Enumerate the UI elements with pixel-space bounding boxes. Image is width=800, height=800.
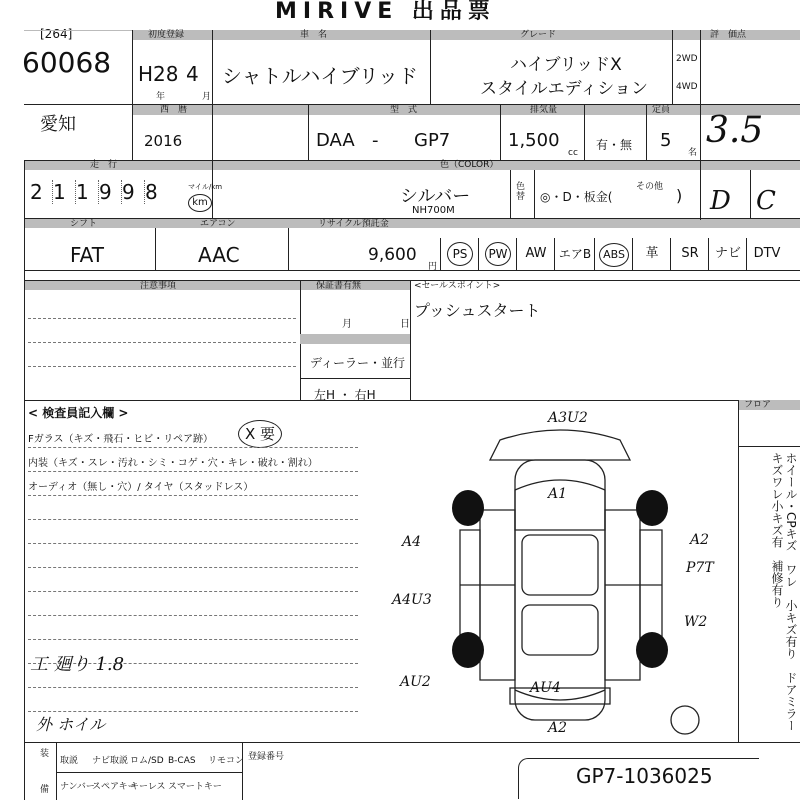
car-diagram: [400, 420, 730, 740]
equipment-navi: ナビ: [708, 238, 747, 270]
damage-mark-w2: W2: [684, 614, 708, 630]
month-mark: 月: [202, 92, 212, 102]
damage-mark-au2: AU2: [400, 674, 431, 690]
options-text: ◎・D・板金(: [540, 190, 613, 204]
model-prefix: DAA: [316, 130, 355, 151]
cc-unit: cc: [568, 148, 578, 158]
mileage-label: 走 行: [90, 160, 118, 170]
km-circle: [188, 194, 212, 212]
equipment-ps: PS: [447, 242, 473, 266]
damage-mark-au4: AU4: [530, 680, 561, 696]
ad-year: 2016: [144, 132, 183, 150]
mileage-digit: 9: [99, 180, 122, 204]
seiki-label: 西 暦: [160, 105, 188, 115]
inspector-note-3: オーディオ（無し・穴）/ タイヤ（スタッドレス）: [28, 482, 254, 493]
damage-mark-p7t: P7T: [686, 560, 714, 576]
x-mark-circle: [238, 420, 282, 448]
warranty-month: 月: [342, 319, 352, 330]
extras-remote: リモコン: [208, 756, 245, 766]
mileage-digit: 1: [76, 180, 99, 204]
model-dash: -: [372, 130, 379, 151]
displacement-value: 1,500: [508, 130, 560, 151]
mileage-digits: [30, 180, 167, 204]
warranty-day: 日: [400, 319, 410, 330]
chassis-box: [518, 758, 759, 799]
sales-point: プッシュスタート: [414, 301, 541, 320]
year-mark: 年: [156, 92, 166, 102]
mileage-digit: 1: [53, 180, 76, 204]
extras-label: 装 備: [38, 748, 48, 793]
damage-mark-a3u2: A3U2: [548, 410, 588, 426]
km-unit: km: [192, 197, 208, 208]
mileage-digit: 2: [30, 180, 53, 204]
exterior-score: C: [756, 186, 776, 216]
capacity-value: 5: [660, 130, 672, 151]
first-reg-label: 初度登録: [148, 30, 185, 40]
model-label: 型 式: [390, 105, 418, 115]
lot-number: 60068: [22, 46, 112, 79]
displacement-label: 排気量: [530, 105, 558, 115]
extras-keyless: キーレス: [130, 782, 166, 792]
side-note: ホイール・CPキズ ワレ 小キズ有り ドアミラーキズワレ小キズ有 補修有り: [770, 452, 798, 732]
inspector-note-1: Fガラス（キズ・飛石・ヒビ・リペア跡）: [28, 434, 214, 445]
damage-mark-a2-right: A2: [690, 532, 710, 548]
extras-rom-sd: ロム/SD: [130, 756, 164, 766]
x-mark: X 要: [244, 425, 276, 443]
drive-4wd: 4WD: [676, 82, 698, 92]
extras-spare-key: スペアキー: [92, 782, 137, 792]
drive-2wd: 2WD: [676, 54, 698, 64]
grade-label: グレード: [520, 30, 557, 40]
lot-code: [264]: [40, 27, 73, 41]
aircon-label: エアコン: [200, 219, 236, 229]
recycle-fee: 9,600: [368, 245, 417, 265]
handwritten-wheel: 外 ホイル: [36, 715, 106, 734]
extras-number: ナンバー: [60, 782, 95, 792]
floor-label: フロア: [744, 400, 772, 410]
sales-point-label: <セールスポイント>: [414, 281, 501, 291]
lot-region: 愛知: [40, 114, 76, 135]
damage-mark-a2-rear: A2: [548, 720, 568, 736]
mission-label: シフト: [70, 219, 98, 229]
inspector-heading: < 検査員記入欄 >: [28, 406, 129, 420]
damage-mark-a4: A4: [402, 534, 422, 550]
mileage-digit: 8: [145, 180, 158, 204]
steering-side: 左H ・ 右H: [314, 388, 376, 402]
extras-bcas: B-CAS: [168, 756, 196, 766]
evaluation-score: 3.5: [706, 110, 764, 151]
equipment-airbag: エアB: [554, 238, 595, 270]
evaluation-label: 評 価点: [710, 30, 747, 40]
aircon-value: AAC: [198, 243, 240, 267]
other-label: その他: [636, 182, 664, 192]
capacity-label: 定員: [652, 105, 671, 115]
recycle-label: リサイクル預託金: [318, 219, 389, 229]
extras-navi-manual: ナビ取説: [92, 756, 129, 766]
ari-nashi: 有・無: [596, 138, 633, 152]
color-value: シルバー: [400, 186, 471, 207]
car-name: シャトルハイブリッド: [222, 64, 418, 88]
notes-label: 注意事項: [140, 281, 177, 291]
first-reg-month: 4: [186, 62, 199, 86]
equipment-pw: PW: [485, 242, 511, 266]
grade-line-2: スタイルエディション: [480, 79, 648, 99]
mission-value: FAT: [70, 243, 105, 267]
first-reg-era-year: H28: [138, 62, 179, 86]
interior-score: D: [710, 186, 731, 216]
page-title: MIRIVE 出品票: [275, 0, 496, 24]
damage-mark-a1: A1: [548, 486, 568, 502]
inspector-note-2: 内装（キズ・スレ・汚れ・シミ・コゲ・穴・キレ・破れ・割れ）: [28, 458, 318, 469]
person-unit: 名: [688, 148, 698, 158]
mile-km-label: マイル/km: [188, 183, 223, 191]
equipment-sr: SR: [670, 238, 709, 270]
extras-manual: 取説: [60, 756, 79, 766]
color-label: 色（COLOR）: [440, 160, 499, 170]
dealer-parallel: ディーラー・並行: [310, 356, 406, 370]
equipment-leather: 革: [632, 238, 671, 270]
color-code: NH700M: [412, 205, 455, 216]
grade-line-1: ハイブリッドX: [510, 55, 622, 75]
equipment-aw: AW: [516, 238, 555, 270]
extras-smart-key: スマートキー: [168, 782, 222, 792]
equipment-dtv: DTV: [746, 238, 787, 270]
reg-no-label: 登録番号: [248, 752, 285, 762]
mileage-digit: 9: [122, 180, 145, 204]
color-change-label: 色替: [516, 182, 526, 202]
damage-mark-a4u3: A4U3: [392, 592, 432, 608]
yen-unit: 円: [428, 262, 438, 272]
chassis-number: GP7-1036025: [576, 764, 713, 788]
equipment-abs: ABS: [599, 243, 629, 267]
car-name-label: 車 名: [300, 30, 328, 40]
warranty-label: 保証書有無: [316, 281, 362, 291]
model-code: GP7: [414, 130, 451, 151]
handwritten-repair: 工 廻り 1.8: [30, 654, 125, 675]
options-close: ): [676, 186, 683, 205]
